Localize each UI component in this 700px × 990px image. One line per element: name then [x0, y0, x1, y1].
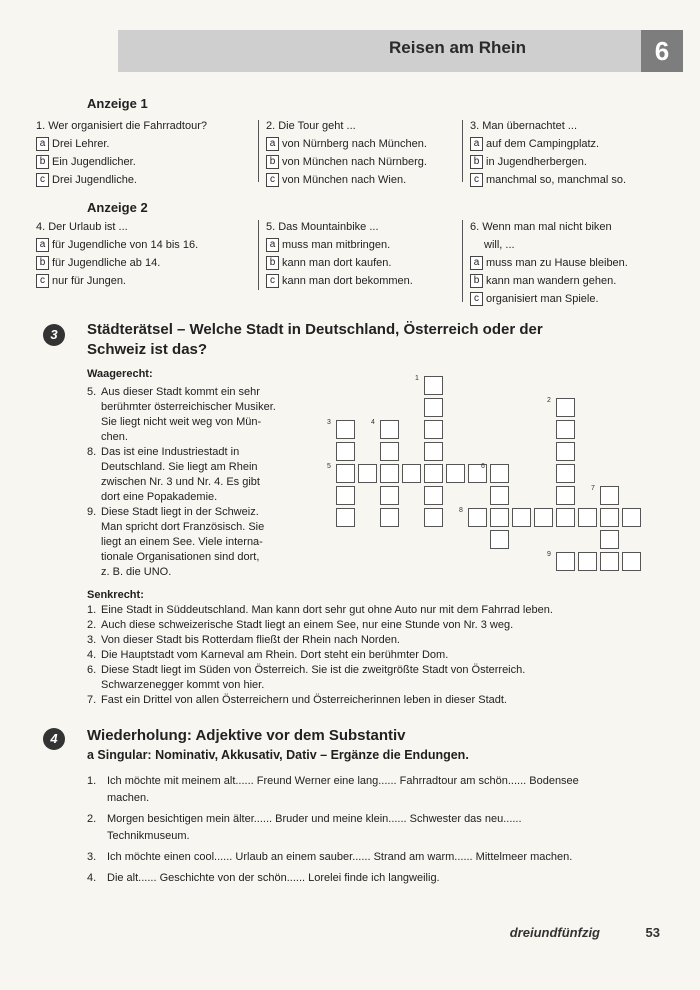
clue-line: [87, 445, 327, 460]
exercise-text: Ich möchte mit meinem alt...... Freund Werner eine lang...... Fahrradtour am schön...... Bodensee: [107, 775, 579, 787]
exercise-item: [87, 870, 677, 887]
crossword-cell[interactable]: [358, 464, 377, 483]
crossword-cell[interactable]: [380, 508, 399, 527]
clue-text: Sie liegt nicht weit weg von Mün-: [101, 416, 262, 428]
clue-number: 5.: [87, 386, 97, 398]
chapter-title: Reisen am Rhein: [389, 38, 526, 57]
clue-line: [87, 618, 667, 633]
clue-number: 7.: [87, 694, 97, 706]
crossword-cell[interactable]: [380, 442, 399, 461]
crossword-number: 7: [591, 485, 595, 492]
option-letter: a: [36, 238, 49, 252]
option-text: Ein Jugendlicher.: [52, 156, 136, 168]
clue-text: Aus dieser Stadt kommt ein sehr: [101, 386, 260, 398]
option-letter: c: [266, 274, 279, 288]
crossword-cell[interactable]: [468, 508, 487, 527]
clue-text: Deutschland. Sie liegt am Rhein: [101, 461, 258, 473]
clue-number: 6.: [87, 664, 97, 676]
crossword-cell[interactable]: [424, 376, 443, 395]
option-letter: b: [36, 155, 49, 169]
crossword-cell[interactable]: [424, 398, 443, 417]
option-text: Drei Jugendliche.: [52, 174, 137, 186]
clue-line: [87, 603, 667, 618]
crossword-cell[interactable]: [336, 442, 355, 461]
crossword-cell[interactable]: [556, 398, 575, 417]
clue: [87, 505, 327, 580]
clue-text: Eine Stadt in Süddeutschland. Man kann dort sehr gut ohne Auto nur mit dem Fahrrad leben.: [101, 604, 553, 616]
answer-option[interactable]: [266, 171, 427, 189]
clue-line: [87, 490, 327, 505]
answer-option[interactable]: [266, 135, 427, 153]
crossword-cell[interactable]: [622, 552, 641, 571]
clue-number: 9.: [87, 506, 97, 518]
section-number-3: 3: [43, 324, 65, 346]
crossword-cell[interactable]: [556, 486, 575, 505]
answer-option[interactable]: [266, 272, 413, 290]
question: [36, 218, 198, 290]
clue: [87, 385, 327, 445]
answer-option[interactable]: [36, 254, 198, 272]
crossword-cell[interactable]: [578, 508, 597, 527]
exercise-text: Morgen besichtigen mein älter...... Bruder und meine klein...... Schwester das neu......: [107, 813, 522, 825]
exercise-item: [87, 811, 677, 845]
question-text: 1. Wer organisiert die Fahrradtour?: [36, 120, 207, 132]
section-number-4: 4: [43, 728, 65, 750]
answer-option[interactable]: [36, 135, 207, 153]
crossword-cell[interactable]: [556, 420, 575, 439]
crossword-cell[interactable]: [424, 486, 443, 505]
crossword-cell[interactable]: [380, 464, 399, 483]
clue-number: 1.: [87, 604, 97, 616]
answer-option[interactable]: [36, 171, 207, 189]
section4-title: Wiederholung: Adjektive vor dem Substantiv: [87, 727, 406, 744]
crossword-cell[interactable]: [600, 530, 619, 549]
exercise-line[interactable]: [87, 870, 677, 887]
clue-number: 4.: [87, 649, 97, 661]
clue-line: [87, 520, 327, 535]
crossword-number: 1: [415, 375, 419, 382]
divider: [462, 220, 463, 302]
crossword-number: 2: [547, 397, 551, 404]
crossword-cell[interactable]: [600, 552, 619, 571]
waagerecht-clues: [87, 385, 327, 580]
option-letter: a: [266, 238, 279, 252]
crossword-cell[interactable]: [490, 530, 509, 549]
crossword-number: 5: [327, 463, 331, 470]
clue-text: Das ist eine Industriestadt in: [101, 446, 240, 458]
clue-text: Man spricht dort Französisch. Sie: [101, 521, 265, 533]
answer-option[interactable]: [470, 254, 628, 272]
clue-text: Schwarzenegger kommt von hier.: [101, 679, 265, 691]
section3-title-line2: Schweiz ist das?: [87, 341, 208, 358]
question: [266, 218, 413, 290]
question: [266, 117, 427, 189]
clue-line: [87, 550, 327, 565]
option-text: kann man dort bekommen.: [282, 275, 413, 287]
question-text: 2. Die Tour geht ...: [266, 120, 356, 132]
divider: [258, 220, 259, 290]
clue-line: [87, 430, 327, 445]
crossword-cell[interactable]: [424, 420, 443, 439]
anzeige1-title: Anzeige 1: [87, 96, 148, 111]
clue-text: zwischen Nr. 3 und Nr. 4. Es gibt: [101, 476, 260, 488]
page-number: 53: [645, 925, 660, 940]
crossword-number: 8: [459, 507, 463, 514]
crossword-cell[interactable]: [556, 508, 575, 527]
option-letter: a: [470, 137, 483, 151]
option-letter: b: [36, 256, 49, 270]
crossword-cell[interactable]: [424, 442, 443, 461]
question: [470, 117, 626, 189]
divider: [462, 120, 463, 182]
crossword-cell[interactable]: [336, 464, 355, 483]
crossword-cell[interactable]: [402, 464, 421, 483]
option-letter: c: [470, 292, 483, 306]
crossword-grid: [327, 372, 660, 582]
crossword-cell[interactable]: [556, 464, 575, 483]
clue-line: [87, 385, 327, 400]
clue-line: [87, 663, 667, 678]
exercise-number: 3.: [87, 851, 97, 863]
option-text: für Jugendliche ab 14.: [52, 257, 161, 269]
crossword-cell[interactable]: [336, 420, 355, 439]
waagerecht-label: Waagerecht:: [87, 368, 153, 380]
exercise-text: Die alt...... Geschichte von der schön...... Lorelei finde ich langweilig.: [107, 872, 440, 884]
clue-line: [87, 535, 327, 550]
option-text: auf dem Campingplatz.: [486, 138, 600, 150]
clue-text: dort eine Popakademie.: [101, 491, 218, 503]
answer-option[interactable]: [36, 236, 198, 254]
question-text: 6. Wenn man mal nicht biken: [470, 221, 612, 233]
crossword-cell[interactable]: [424, 464, 443, 483]
chapter-header: [118, 30, 683, 72]
option-text: Drei Lehrer.: [52, 138, 110, 150]
crossword-cell[interactable]: [446, 464, 465, 483]
clue-text: Die Hauptstadt vom Karneval am Rhein. Dort steht ein berühmter Dom.: [101, 649, 449, 661]
option-text: kann man wandern gehen.: [486, 275, 617, 287]
clue-line: [87, 648, 667, 663]
question: [36, 117, 207, 189]
question: [470, 218, 628, 308]
crossword-cell[interactable]: [556, 552, 575, 571]
section3-title: [87, 320, 543, 360]
clue: [87, 603, 667, 618]
clue: [87, 663, 667, 693]
question-text: 3. Man übernachtet ...: [470, 120, 578, 132]
clue-line: [87, 693, 667, 708]
crossword-cell[interactable]: [490, 508, 509, 527]
clue: [87, 633, 667, 648]
crossword-cell[interactable]: [600, 508, 619, 527]
exercise-text: machen.: [107, 792, 150, 804]
crossword-cell[interactable]: [622, 508, 641, 527]
answer-option[interactable]: [266, 236, 413, 254]
option-text: von München nach Nürnberg.: [282, 156, 427, 168]
option-text: muss man mitbringen.: [282, 239, 391, 251]
option-letter: c: [36, 173, 49, 187]
question-text: 5. Das Mountainbike ...: [266, 221, 379, 233]
crossword-cell[interactable]: [424, 508, 443, 527]
answer-option[interactable]: [470, 272, 628, 290]
answer-option[interactable]: [470, 290, 628, 308]
option-letter: c: [470, 173, 483, 187]
clue-line: [87, 475, 327, 490]
exercise-number: 1.: [87, 775, 97, 787]
answer-option[interactable]: [266, 254, 413, 272]
crossword-cell[interactable]: [578, 552, 597, 571]
section3-title-line1: Städterätsel – Welche Stadt in Deutschland, Österreich oder der: [87, 321, 543, 338]
crossword-cell[interactable]: [380, 420, 399, 439]
clue-text: Diese Stadt liegt in der Schweiz.: [101, 506, 259, 518]
crossword-cell[interactable]: [600, 486, 619, 505]
question-text: 4. Der Urlaub ist ...: [36, 221, 128, 233]
page-number-words: dreiundfünfzig: [509, 925, 600, 940]
clue-number: 8.: [87, 446, 97, 458]
option-text: kann man dort kaufen.: [282, 257, 392, 269]
crossword-number: 6: [481, 463, 485, 470]
answer-option[interactable]: [470, 135, 626, 153]
option-text: nur für Jungen.: [52, 275, 126, 287]
clue-text: liegt an einem See. Viele interna-: [101, 536, 263, 548]
crossword-number: 9: [547, 551, 551, 558]
crossword-cell[interactable]: [380, 486, 399, 505]
clue: [87, 648, 667, 663]
clue-line: [87, 460, 327, 475]
option-text: von Nürnberg nach München.: [282, 138, 427, 150]
crossword-cell[interactable]: [512, 508, 531, 527]
answer-option[interactable]: [36, 272, 198, 290]
senkrecht-label: Senkrecht:: [87, 589, 144, 601]
clue-text: Diese Stadt liegt im Süden von Österreich. Sie ist die zweitgrößte Stadt von Österreich.: [101, 664, 526, 676]
clue-text: Fast ein Drittel von allen Österreichern und Österreicherinnen leben in dieser Stadt.: [101, 694, 507, 706]
option-letter: a: [470, 256, 483, 270]
clue-number: 2.: [87, 619, 97, 631]
crossword-cell[interactable]: [336, 508, 355, 527]
divider: [258, 120, 259, 182]
clue-line: [87, 633, 667, 648]
anzeige2-title: Anzeige 2: [87, 200, 148, 215]
exercise-text: Ich möchte einen cool...... Urlaub an einem sauber...... Strand am warm...... Mittelmeer machen.: [107, 851, 573, 863]
exercise-line[interactable]: [87, 849, 677, 866]
clue-line: [87, 678, 667, 693]
option-text: muss man zu Hause bleiben.: [486, 257, 628, 269]
option-text: in Jugendherbergen.: [486, 156, 587, 168]
clue-text: z. B. die UNO.: [101, 566, 172, 578]
clue-number: 3.: [87, 634, 97, 646]
exercise-line[interactable]: [87, 773, 677, 790]
option-text: organisiert man Spiele.: [486, 293, 599, 305]
clue-text: tionale Organisationen sind dort,: [101, 551, 260, 563]
answer-option[interactable]: [470, 171, 626, 189]
option-letter: c: [266, 173, 279, 187]
answer-option[interactable]: [470, 153, 626, 171]
question-text-cont: will, ...: [484, 239, 515, 251]
clue-text: Auch diese schweizerische Stadt liegt an einem See, nur eine Stunde von Nr. 3 weg.: [101, 619, 514, 631]
crossword-number: 4: [371, 419, 375, 426]
exercise-line[interactable]: [87, 828, 677, 845]
exercise-number: 2.: [87, 813, 97, 825]
clue-line: [87, 400, 327, 415]
exercise-number: 4.: [87, 872, 97, 884]
crossword-cell[interactable]: [490, 486, 509, 505]
option-letter: a: [266, 137, 279, 151]
option-letter: b: [470, 274, 483, 288]
answer-option[interactable]: [266, 153, 427, 171]
crossword-cell[interactable]: [490, 464, 509, 483]
clue: [87, 693, 667, 708]
exercise-line[interactable]: [87, 790, 677, 807]
clue: [87, 618, 667, 633]
option-text: für Jugendliche von 14 bis 16.: [52, 239, 199, 251]
option-text: manchmal so, manchmal so.: [486, 174, 626, 186]
crossword-number: 3: [327, 419, 331, 426]
option-letter: b: [266, 155, 279, 169]
clue-line: [87, 565, 327, 580]
crossword-cell[interactable]: [534, 508, 553, 527]
crossword-cell[interactable]: [336, 486, 355, 505]
exercise-item: [87, 849, 677, 866]
senkrecht-clues: [87, 603, 667, 708]
option-letter: c: [36, 274, 49, 288]
option-letter: b: [470, 155, 483, 169]
crossword-cell[interactable]: [556, 442, 575, 461]
section4-subtitle: a Singular: Nominativ, Akkusativ, Dativ – Ergänze die Endungen.: [87, 748, 469, 762]
clue-text: Von dieser Stadt bis Rotterdam fließt der Rhein nach Norden.: [101, 634, 400, 646]
exercise-text: Technikmuseum.: [107, 830, 190, 842]
clue: [87, 445, 327, 505]
option-letter: b: [266, 256, 279, 270]
exercise-line[interactable]: [87, 811, 677, 828]
section4-items: [87, 773, 677, 891]
clue-text: chen.: [101, 431, 128, 443]
answer-option[interactable]: [36, 153, 207, 171]
clue-text: berühmter österreichischer Musiker.: [101, 401, 276, 413]
option-letter: a: [36, 137, 49, 151]
exercise-item: [87, 773, 677, 807]
clue-line: [87, 505, 327, 520]
option-text: von München nach Wien.: [282, 174, 407, 186]
chapter-number: 6: [641, 30, 683, 72]
clue-line: [87, 415, 327, 430]
